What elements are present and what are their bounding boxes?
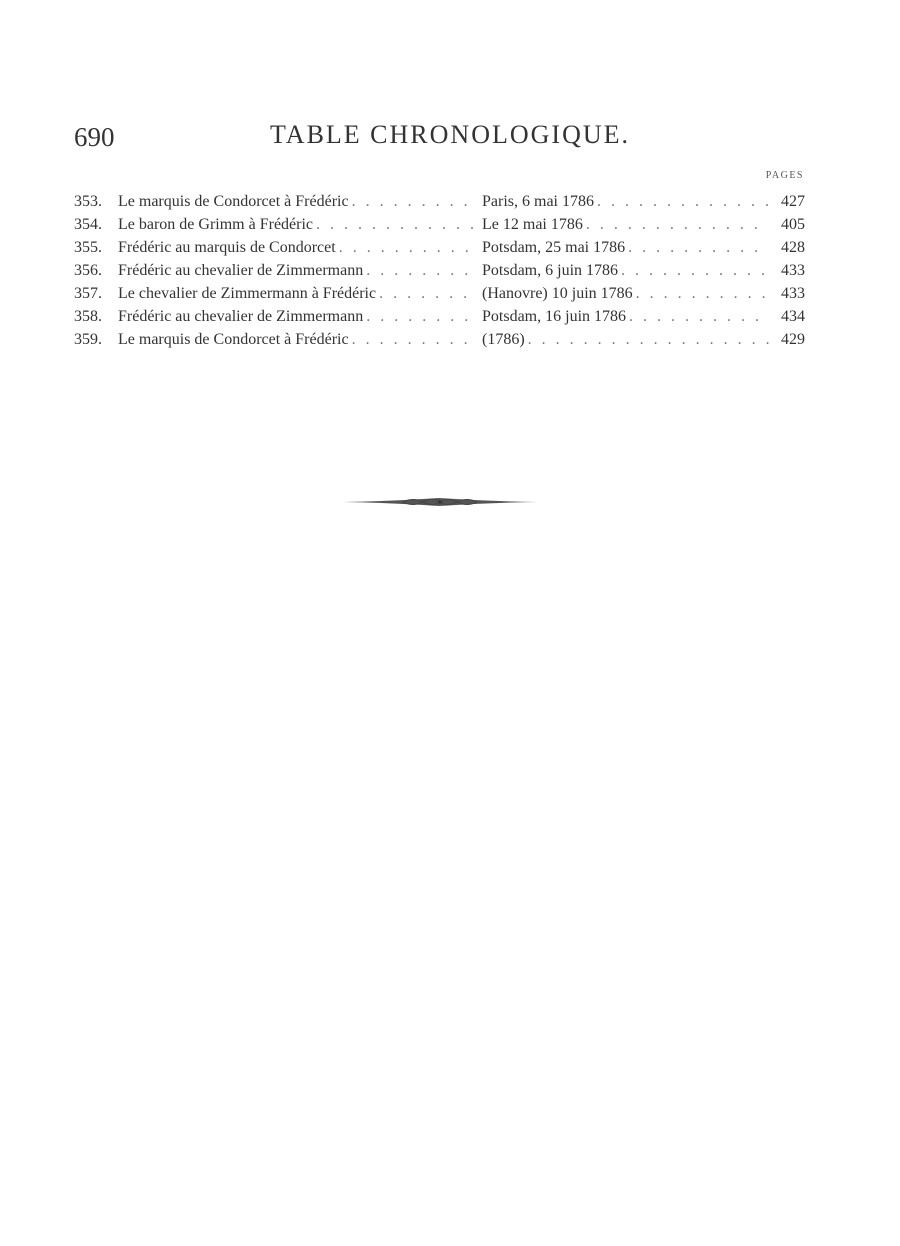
entry-page: 434 [781, 308, 805, 325]
entry-title: Le baron de Grimm à Frédéric [118, 216, 314, 233]
entry-page: 428 [781, 239, 805, 256]
entry-title: Le marquis de Condorcet à Frédéric [118, 331, 349, 348]
entry-date: (Hanovre) 10 juin 1786 [482, 285, 633, 302]
dot-leader [313, 216, 478, 234]
entry-date: Potsdam, 16 juin 1786 [482, 308, 627, 325]
dot-leader [583, 216, 769, 234]
page-number: 690 [74, 122, 115, 152]
entry-page: 429 [781, 331, 805, 348]
dot-leader [525, 331, 769, 349]
dot-leader [349, 193, 478, 211]
entry-title: Frédéric au chevalier de Zimmermann [118, 262, 364, 279]
entry-title: Frédéric au chevalier de Zimmermann [118, 308, 364, 325]
entry-date: Potsdam, 6 juin 1786 [482, 262, 619, 279]
entry-title: Le chevalier de Zimmermann à Frédéric [118, 285, 377, 302]
entry-date: Potsdam, 25 mai 1786 [482, 239, 626, 256]
dot-leader [633, 285, 769, 303]
dot-leader [363, 262, 478, 280]
chronological-table [74, 193, 805, 354]
entry-number: 359. [74, 331, 102, 348]
entry-page: 427 [781, 193, 805, 210]
dot-leader [349, 331, 478, 349]
entry-number: 354. [74, 216, 102, 233]
entry-date: (1786) [482, 331, 525, 348]
table-row [74, 239, 805, 262]
table-row [74, 331, 805, 354]
tailpiece-ornament-icon [343, 494, 537, 514]
entry-number: 355. [74, 239, 102, 256]
table-row [74, 308, 805, 331]
entry-title: Le marquis de Condorcet à Frédéric [118, 193, 349, 210]
dot-leader [376, 285, 478, 303]
table-row [74, 285, 805, 308]
entry-number: 358. [74, 308, 102, 325]
pages-column-header: PAGES [765, 170, 804, 181]
table-row [74, 216, 805, 239]
table-row [74, 262, 805, 285]
running-title: TABLE CHRONOLOGIQUE. [270, 120, 630, 149]
entry-number: 356. [74, 262, 102, 279]
dot-leader [363, 308, 478, 326]
entry-date: Le 12 mai 1786 [482, 216, 583, 233]
dot-leader [626, 308, 769, 326]
entry-page: 433 [781, 285, 805, 302]
entry-number: 353. [74, 193, 102, 210]
dot-leader [625, 239, 769, 257]
table-row [74, 193, 805, 216]
entry-page: 405 [781, 216, 805, 233]
dot-leader [336, 239, 478, 257]
entry-title: Frédéric au marquis de Condorcet [118, 239, 336, 256]
entry-number: 357. [74, 285, 102, 302]
dot-leader [594, 193, 769, 211]
entry-date: Paris, 6 mai 1786 [482, 193, 594, 210]
dot-leader [618, 262, 769, 280]
entry-page: 433 [781, 262, 805, 279]
